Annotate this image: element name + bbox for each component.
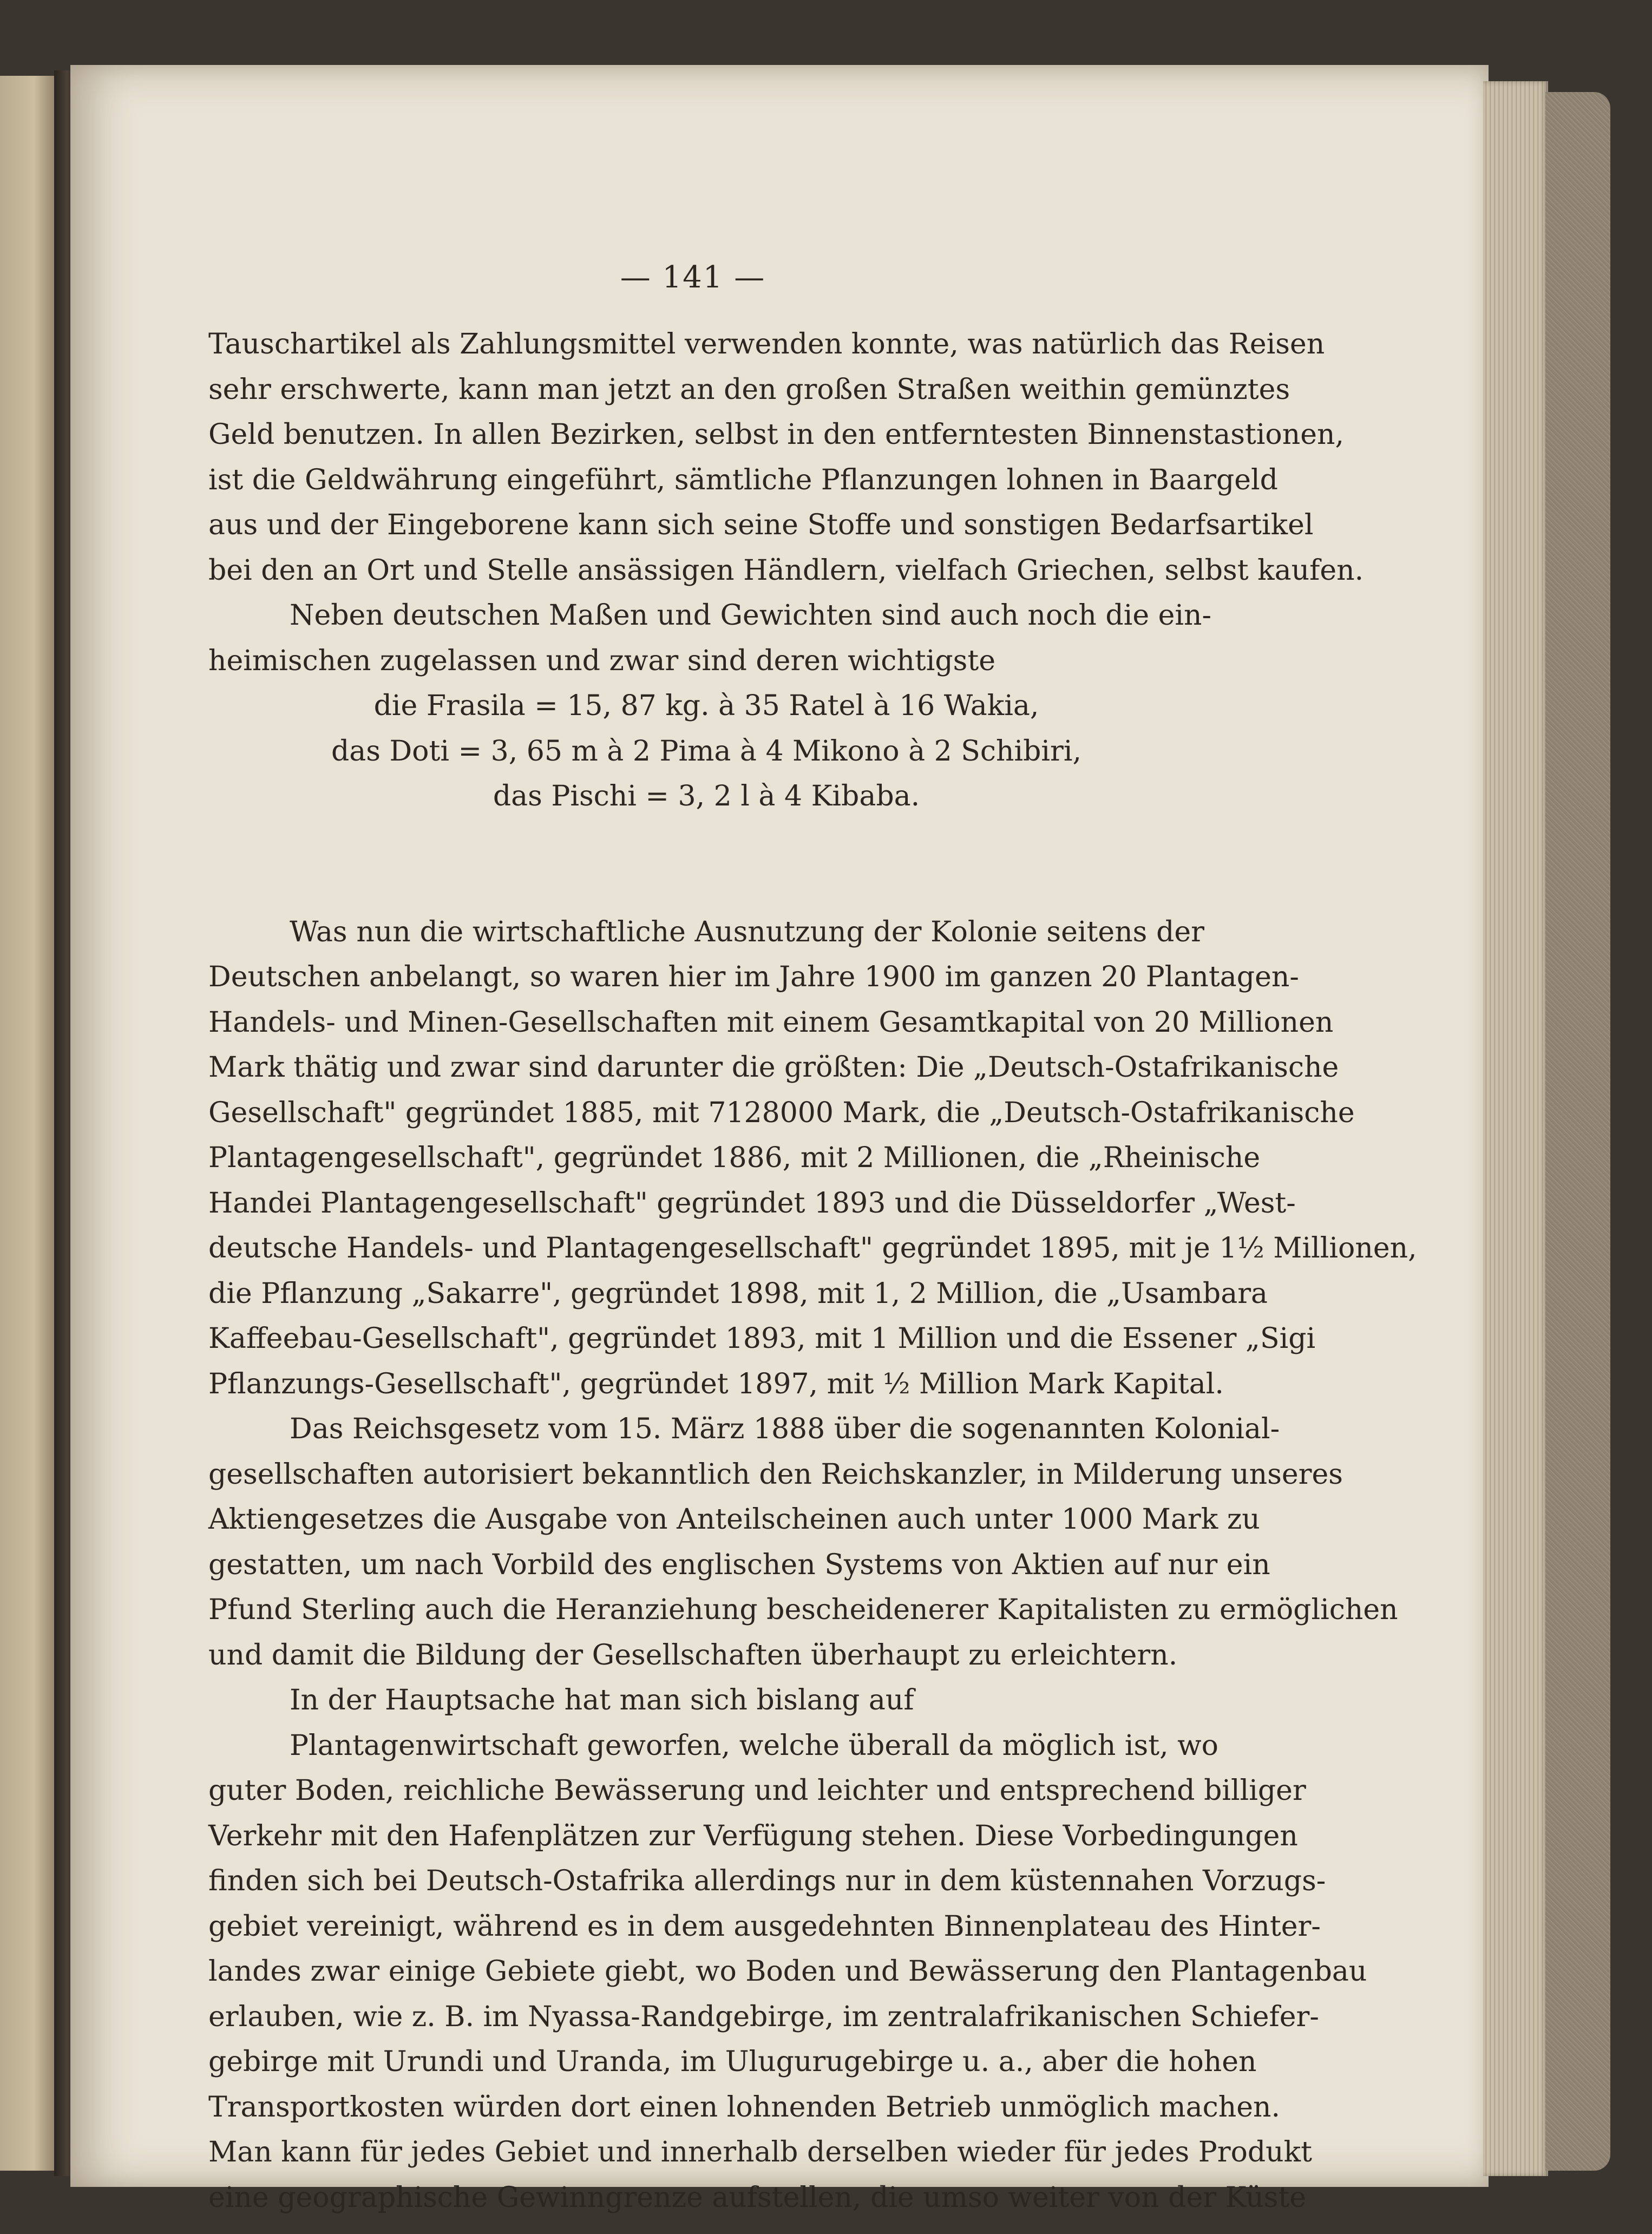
text-line: gestatten, um nach Vorbild des englischen Systems von Aktien auf nur ein [208,1548,1270,1581]
text-line: guter Boden, reichliche Bewässerung und leichter und entsprechend billiger [208,1774,1306,1807]
text-line: Pflanzungs-Gesellschaft", gegründet 1897, mit ½ Million Mark Kapital. [208,1367,1224,1400]
paragraph-gap [208,820,1204,910]
text-line: gebiet vereinigt, während es in dem ausgedehnten Binnenplateau des Hinter- [208,1910,1321,1943]
text-line: eine geographische Gewinngrenze aufstellen, die umso weiter von der Küste [208,2181,1307,2214]
page-number-header: — 141 — [620,260,766,295]
page-edges [1483,81,1548,2176]
text-line: und damit die Bildung der Gesellschaften überhaupt zu erleichtern. [208,1639,1178,1672]
text-line: Mark thätig und zwar sind darunter die größten: Die „Deutsch-Ostafrikanische [208,1051,1339,1084]
text-line: Pfund Sterling auch die Heranziehung bescheidenerer Kapitalisten zu ermöglichen [208,1594,1398,1626]
measure-line: die Frasila = 15, 87 kg. à 35 Ratel à 16 Wakia, [373,690,1039,722]
text-line: Aktiengesetzes die Ausgabe von Anteilscheinen auch unter 1000 Mark zu [208,1503,1260,1536]
text-line: Handels- und Minen-Gesellschaften mit einem Gesamtkapital von 20 Millionen [208,1006,1334,1039]
text-line: die Pflanzung „Sakarre", gegründet 1898, mit 1, 2 Million, die „Usambara [208,1277,1268,1310]
text-line: bei den an Ort und Stelle ansässigen Händlern, vielfach Griechen, selbst kaufen. [208,554,1364,587]
text-line: In der Hauptsache hat man sich bislang auf [290,1684,914,1717]
page-text [208,322,1417,2220]
text-line: Plantagenwirtschaft geworfen, welche überall da möglich ist, wo [290,1729,1218,1762]
book-cover [1545,92,1610,2171]
text-line: deutsche Handels- und Plantagengesellschaft" gegründet 1895, mit je 1½ Millionen, [208,1232,1417,1265]
text-line: ist die Geldwährung eingeführt, sämtliche Pflanzungen lohnen in Baargeld [208,463,1278,496]
measure-line: das Doti = 3, 65 m à 2 Pima à 4 Mikono à 2 Schibiri, [331,735,1082,768]
text-line: gebirge mit Urundi und Uranda, im Ulugurugebirge u. a., aber die hohen [208,2046,1257,2078]
text-line: Transportkosten würden dort einen lohnenden Betrieb unmöglich machen. [208,2091,1280,2124]
measure-line: das Pischi = 3, 2 l à 4 Kibaba. [493,780,920,813]
text-line: Deutschen anbelangt, so waren hier im Jahre 1900 im ganzen 20 Plantagen- [208,961,1299,993]
text-line: gesellschaften autorisiert bekanntlich den Reichskanzler, in Milderung unseres [208,1458,1343,1491]
left-page-edge [0,76,57,2171]
text-line: Man kann für jedes Gebiet und innerhalb derselben wieder für jedes Produkt [208,2136,1313,2169]
text-line: Plantagengesellschaft", gegründet 1886, mit 2 Millionen, die „Rheinische [208,1142,1261,1174]
text-line: Verkehr mit den Hafenplätzen zur Verfügung stehen. Diese Vorbedingungen [208,1819,1298,1852]
text-line: Neben deutschen Maßen und Gewichten sind auch noch die ein- [290,599,1212,632]
text-line: erlauben, wie z. B. im Nyassa-Randgebirge, im zentralafrikanischen Schiefer- [208,2000,1319,2033]
text-line: Geld benutzen. In allen Bezirken, selbst in den entferntesten Binnenstastionen, [208,418,1345,451]
text-line: Tauschartikel als Zahlungsmittel verwenden konnte, was natürlich das Reisen [208,328,1325,361]
text-line: finden sich bei Deutsch-Ostafrika allerdings nur in dem küstennahen Vorzugs- [208,1865,1326,1897]
text-line: Handei Plantagengesellschaft" gegründet 1893 und die Düsseldorfer „West- [208,1187,1296,1220]
text-line: Gesellschaft" gegründet 1885, mit 7128000 Mark, die „Deutsch-Ostafrikanische [208,1096,1355,1129]
text-line: landes zwar einige Gebiete giebt, wo Boden und Bewässerung den Plantagenbau [208,1955,1367,1988]
text-line: Kaffeebau-Gesellschaft", gegründet 1893, mit 1 Million und die Essener „Sigi [208,1322,1316,1355]
text-line: heimischen zugelassen und zwar sind deren wichtigste [208,644,996,677]
text-line: aus und der Eingeborene kann sich seine Stoffe und sonstigen Bedarfsartikel [208,509,1314,541]
text-line: sehr erschwerte, kann man jetzt an den großen Straßen weithin gemünztes [208,373,1290,406]
text-line: Was nun die wirtschaftliche Ausnutzung der Kolonie seitens der [290,915,1204,948]
text-line: Das Reichsgesetz vom 15. März 1888 über die sogenannten Kolonial- [290,1413,1280,1445]
